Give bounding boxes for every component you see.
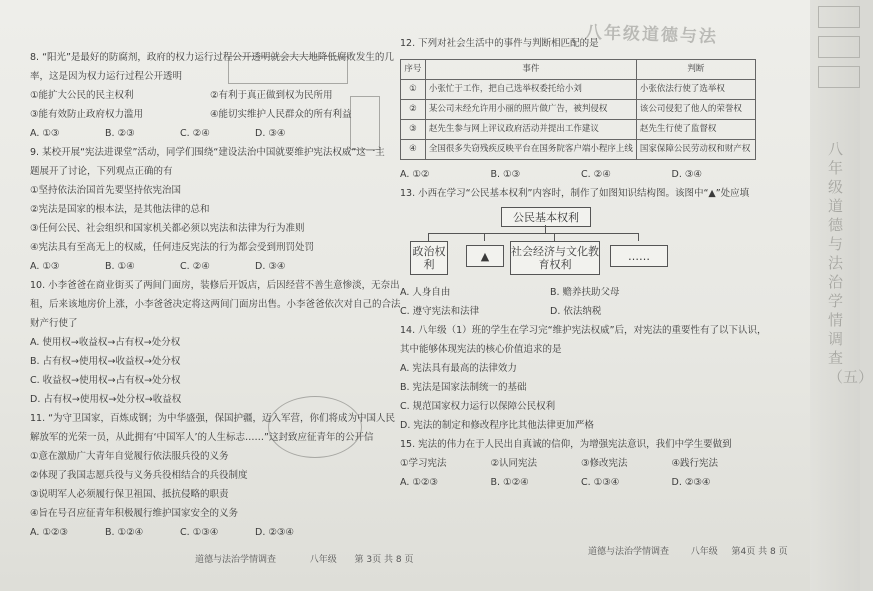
- option-a[interactable]: A. 使用权→收益权→占有权→处分权: [30, 337, 181, 348]
- right-page: [400, 34, 767, 492]
- option-a[interactable]: A. ①②③: [400, 477, 438, 488]
- option-c[interactable]: C. ②④: [180, 128, 210, 139]
- left-page: [30, 48, 400, 542]
- table-cell: 某公司未经允许用小丽的照片做广告，被判侵权: [425, 100, 636, 120]
- q11-stem: 解放军的光荣一员，从此拥有‘中国军人’的人生标志……”这封致应征青年的公开信: [30, 432, 374, 443]
- diagram-connector: [554, 233, 555, 241]
- option-a[interactable]: A. ①②: [400, 169, 430, 180]
- choice: ④宪法具有至高无上的权威，任何违反宪法的行为都会受到刑罚处罚: [30, 242, 315, 253]
- choice: ①学习宪法: [400, 458, 447, 469]
- footer-page: 第 3页 共 8 页: [354, 555, 414, 565]
- q13-options: [400, 302, 762, 321]
- q10-stem: 10. 小李爸爸在商业街买了两间门面房，装修后开饭店，后因经营不善生意惨淡，无奈出: [30, 280, 400, 291]
- table-header-row: [401, 60, 756, 80]
- q8-options: [30, 124, 400, 143]
- diagram-branch-political: 政治权利: [410, 241, 448, 275]
- option-d[interactable]: D. ②③④: [671, 477, 711, 488]
- choice: ④践行宪法: [671, 458, 719, 469]
- q15-choices: [400, 454, 762, 473]
- q9-stem: 题展开了讨论，下列观点正确的有: [30, 166, 173, 177]
- q13-options: [400, 283, 762, 302]
- footer-grade: 八年级: [690, 547, 718, 557]
- choice: ①坚持依法治国首先要坚持依宪治国: [30, 185, 182, 196]
- q9-stem: 9. 某校开展“宪法进课堂”活动，同学们围绕“建设法治中国就要维护宪法权威”这一主: [30, 147, 385, 158]
- table-cell: 国家保障公民劳动权和财产权: [636, 140, 755, 160]
- table-cell: 小张依法行使了选举权: [636, 80, 755, 100]
- diagram-branch-socioeconomic: 社会经济与文化教育权利: [510, 241, 600, 275]
- option-d[interactable]: D. 依法纳税: [550, 306, 602, 317]
- bleed-through-title: 八年级道德与法: [584, 22, 719, 48]
- option-d[interactable]: D. ②③④: [255, 527, 294, 538]
- col-header: 事件: [425, 60, 636, 80]
- q12-stem: 12. 下列对社会生活中的事件与判断相匹配的是: [400, 38, 599, 49]
- choice: ③说明军人必须履行保卫祖国、抵抗侵略的职责: [30, 489, 229, 500]
- option-c[interactable]: C. 收益权→使用权→占有权→处分权: [30, 375, 181, 386]
- col-header: 序号: [401, 60, 426, 80]
- table-row: [401, 120, 756, 140]
- adjacent-page-strip: [810, 0, 873, 591]
- option-c[interactable]: C. ②④: [581, 169, 611, 180]
- choice: ③修改宪法: [581, 458, 628, 469]
- diagram-connector: [484, 233, 485, 241]
- q13-stem: 13. 小西在学习“公民基本权利”内容时，制作了如图知识结构图。该图中“▲”处应填: [400, 188, 750, 199]
- table-cell: 该公司侵犯了他人的荣誉权: [636, 100, 755, 120]
- option-c[interactable]: C. ①③④: [581, 477, 620, 488]
- q12-options: [400, 165, 762, 184]
- q10-stem: 租，后来该地房价上涨，小李爸爸决定将这两间门面房出售。小李爸爸依次对自己的合法: [30, 299, 401, 310]
- rights-structure-diagram: [406, 207, 736, 277]
- diagram-root: 公民基本权利: [501, 207, 591, 227]
- q15-stem: 15. 宪法的伟力在于人民出自真诚的信仰，为增强宪法意识，我们中学生要做到: [400, 439, 732, 450]
- option-d[interactable]: D. ③④: [671, 169, 702, 180]
- choice: ②认同宪法: [490, 458, 538, 469]
- table-row: [401, 80, 756, 100]
- option-c[interactable]: C. 规范国家权力运行以保障公民权利: [400, 401, 556, 412]
- table-cell: 赵先生行使了监督权: [636, 120, 755, 140]
- table-cell: ①: [401, 80, 426, 100]
- option-d[interactable]: D. 宪法的制定和修改程序比其他法律更加严格: [400, 420, 594, 431]
- option-a[interactable]: A. ①③: [30, 128, 60, 139]
- option-a[interactable]: A. 人身自由: [400, 287, 451, 298]
- q8-choices: [30, 86, 400, 105]
- footer-grade: 八年级: [309, 555, 337, 565]
- q15-options: [400, 473, 762, 492]
- q8-stem: 8. “阳光”是最好的防腐剂，政府的权力运行过程公开透明就会大大地降低腐败发生的几: [30, 52, 394, 63]
- footer-subject: 道德与法治学情调查: [195, 555, 277, 565]
- strip-box: [818, 66, 860, 88]
- option-b[interactable]: B. ②③: [105, 128, 135, 139]
- table-cell: 全国很多失窃残疾反映平台在国务院客户端小程序上线: [425, 140, 636, 160]
- footer-subject: 道德与法治学情调查: [588, 547, 670, 557]
- choice: ②有利于真正做到权为民所用: [210, 90, 333, 101]
- choice: ①能扩大公民的民主权利: [30, 90, 134, 101]
- option-d[interactable]: D. 占有权→使用权→处分权→收益权: [30, 394, 182, 405]
- option-a[interactable]: A. ①②③: [30, 527, 68, 538]
- strip-box: [818, 6, 860, 28]
- choice: ①意在激励广大青年自觉履行依法服兵役的义务: [30, 451, 229, 462]
- q9-options: [30, 257, 400, 276]
- left-footer: [195, 552, 413, 565]
- q8-stem: 率，这是因为权力运行过程公开透明: [30, 71, 183, 82]
- option-d[interactable]: D. ③④: [255, 261, 286, 272]
- diagram-connector: [428, 233, 429, 241]
- table-cell: 赵先生参与网上评议政府活动并提出工作建议: [425, 120, 636, 140]
- q14-stem: 其中能够体现宪法的核心价值追求的是: [400, 344, 562, 355]
- choice: ②宪法是国家的根本法，是其他法律的总和: [30, 204, 210, 215]
- option-b[interactable]: B. 宪法是国家法制统一的基础: [400, 382, 527, 393]
- q11-stem: 11. “为守卫国家，百炼成钢；为中华盛强，保国护疆，迈入军营，你们将成为中国人民: [30, 413, 396, 424]
- table-cell: ③: [401, 120, 426, 140]
- diagram-connector: [428, 233, 638, 234]
- diagram-branch-more: ……: [610, 245, 668, 267]
- diagram-connector: [545, 225, 546, 233]
- table-row: [401, 100, 756, 120]
- table-cell: 小张忙于工作，把自己选举权委托给小刘: [425, 80, 636, 100]
- q8-choices: [30, 105, 400, 124]
- diagram-connector: [638, 233, 639, 241]
- choice: ③能有效防止政府权力滥用: [30, 109, 144, 120]
- option-a[interactable]: A. 宪法具有最高的法律效力: [400, 363, 517, 374]
- q14-stem: 14. 八年级（1）班的学生在学习完“维护宪法权威”后，对宪法的重要性有了以下认识，: [400, 325, 767, 336]
- option-b[interactable]: B. 赡养扶助父母: [550, 287, 620, 298]
- q11-options: [30, 523, 400, 542]
- option-b[interactable]: B. 占有权→使用权→收益权→处分权: [30, 356, 181, 367]
- option-c[interactable]: C. 遵守宪法和法律: [400, 306, 480, 317]
- strip-box: [818, 36, 860, 58]
- diagram-branch-blank: ▲: [466, 245, 504, 267]
- option-b[interactable]: B. ①③: [490, 169, 521, 180]
- option-b[interactable]: B. ①②④: [105, 527, 144, 538]
- right-footer: [588, 544, 788, 557]
- choice: ④能切实维护人民群众的所有利益: [210, 109, 352, 120]
- option-a[interactable]: A. ①③: [30, 261, 60, 272]
- choice: ③任何公民、社会组织和国家机关都必须以宪法和法律为行为准则: [30, 223, 305, 234]
- option-c[interactable]: C. ①③④: [180, 527, 219, 538]
- q12-table: [400, 59, 756, 160]
- table-cell: ④: [401, 140, 426, 160]
- q10-stem: 财产行使了: [30, 318, 78, 329]
- choice: ④旨在号召应征青年积极履行维护国家安全的义务: [30, 508, 239, 519]
- option-c[interactable]: C. ②④: [180, 261, 210, 272]
- option-d[interactable]: D. ③④: [255, 128, 286, 139]
- option-b[interactable]: B. ①④: [105, 261, 135, 272]
- col-header: 判断: [636, 60, 755, 80]
- strip-title: 八年级道德与法治学情调查（五）: [828, 140, 873, 386]
- choice: ②体现了我国志愿兵役与义务兵役相结合的兵役制度: [30, 470, 248, 481]
- footer-page: 第4页 共 8 页: [731, 547, 788, 557]
- table-row: [401, 140, 756, 160]
- option-b[interactable]: B. ①②④: [490, 477, 529, 488]
- table-cell: ②: [401, 100, 426, 120]
